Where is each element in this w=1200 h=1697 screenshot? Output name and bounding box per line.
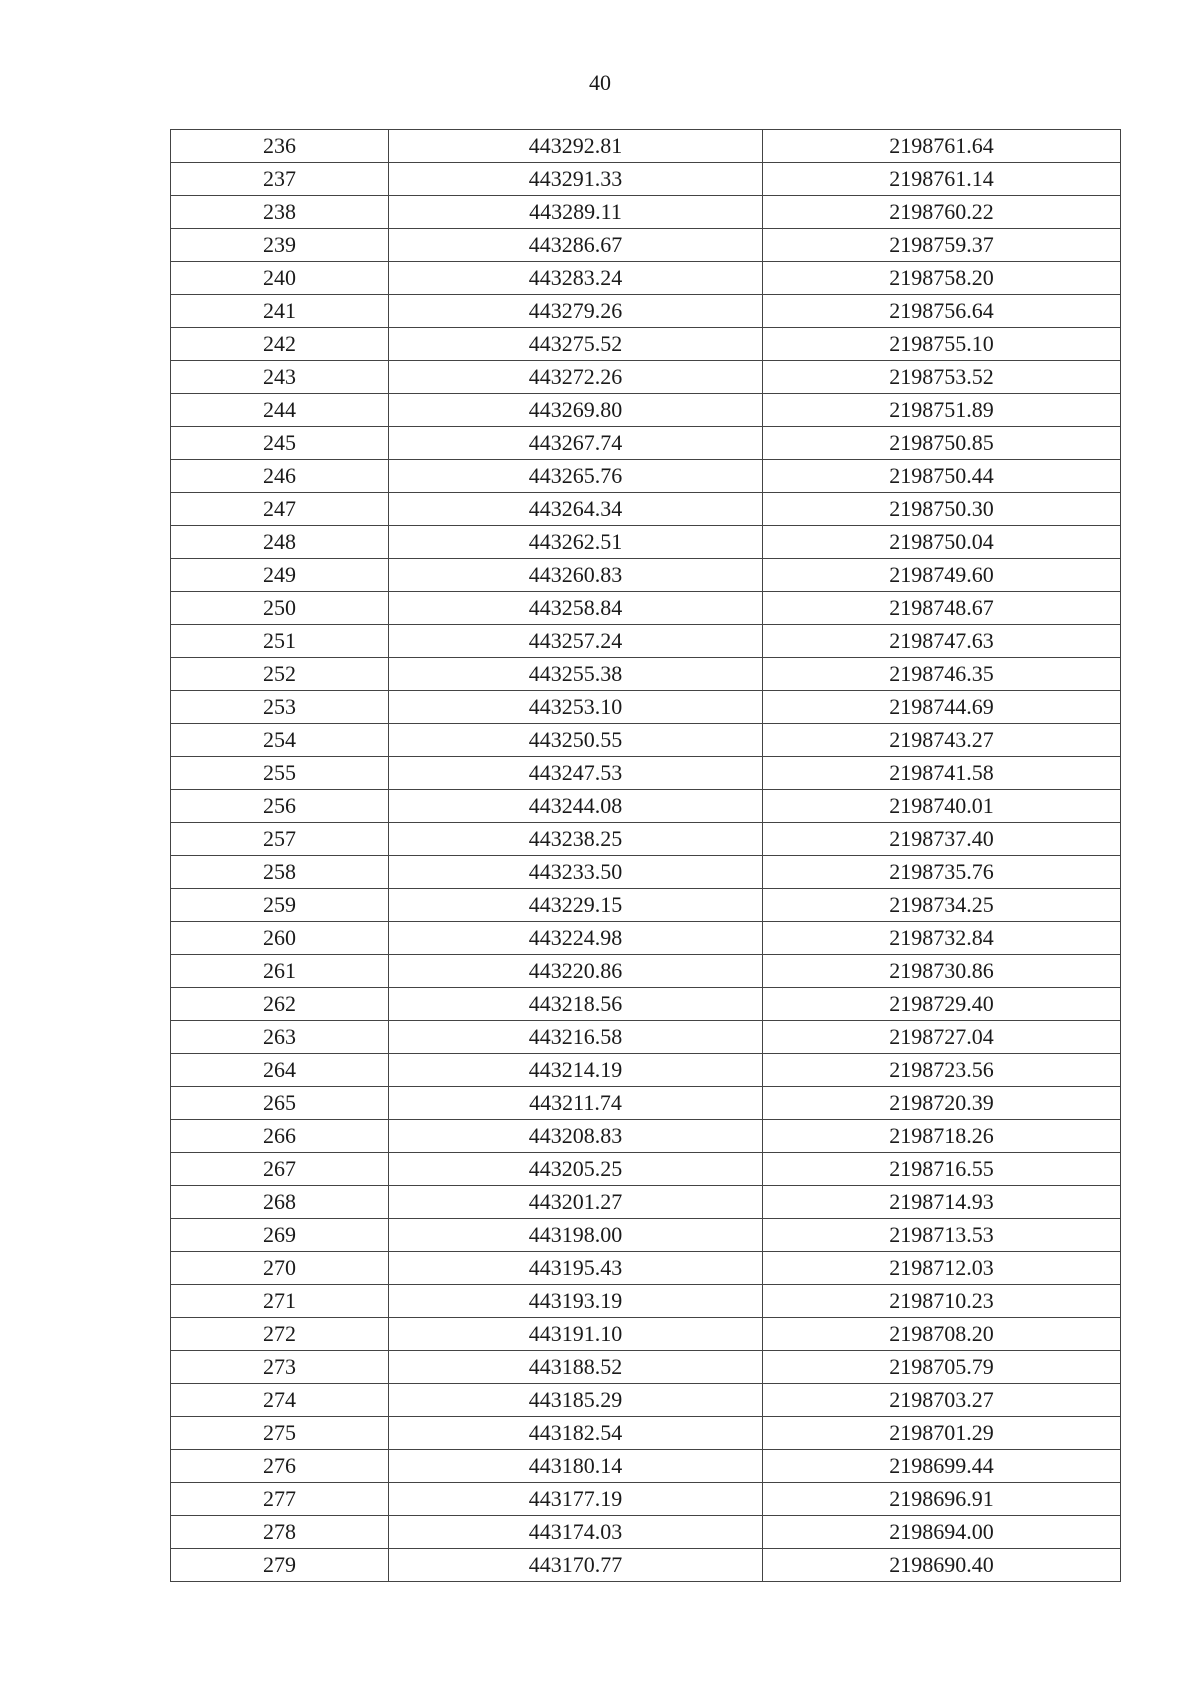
point-number-cell: 259 <box>171 889 389 922</box>
x-coordinate-cell: 443250.55 <box>389 724 763 757</box>
table-row <box>171 1021 1121 1054</box>
point-number-cell: 262 <box>171 988 389 1021</box>
point-number-cell: 245 <box>171 427 389 460</box>
coordinate-table-body <box>171 130 1121 1582</box>
x-coordinate-cell: 443264.34 <box>389 493 763 526</box>
x-coordinate-cell: 443267.74 <box>389 427 763 460</box>
x-coordinate-cell: 443275.52 <box>389 328 763 361</box>
table-row <box>171 889 1121 922</box>
y-coordinate-cell: 2198750.04 <box>763 526 1121 559</box>
point-number-cell: 252 <box>171 658 389 691</box>
y-coordinate-cell: 2198750.44 <box>763 460 1121 493</box>
x-coordinate-cell: 443291.33 <box>389 163 763 196</box>
x-coordinate-cell: 443260.83 <box>389 559 763 592</box>
x-coordinate-cell: 443255.38 <box>389 658 763 691</box>
point-number-cell: 279 <box>171 1549 389 1582</box>
table-row <box>171 328 1121 361</box>
x-coordinate-cell: 443233.50 <box>389 856 763 889</box>
point-number-cell: 237 <box>171 163 389 196</box>
x-coordinate-cell: 443265.76 <box>389 460 763 493</box>
table-row <box>171 229 1121 262</box>
x-coordinate-cell: 443211.74 <box>389 1087 763 1120</box>
point-number-cell: 250 <box>171 592 389 625</box>
point-number-cell: 242 <box>171 328 389 361</box>
x-coordinate-cell: 443258.84 <box>389 592 763 625</box>
x-coordinate-cell: 443272.26 <box>389 361 763 394</box>
y-coordinate-cell: 2198703.27 <box>763 1384 1121 1417</box>
table-row <box>171 130 1121 163</box>
x-coordinate-cell: 443238.25 <box>389 823 763 856</box>
y-coordinate-cell: 2198750.85 <box>763 427 1121 460</box>
y-coordinate-cell: 2198755.10 <box>763 328 1121 361</box>
x-coordinate-cell: 443180.14 <box>389 1450 763 1483</box>
y-coordinate-cell: 2198705.79 <box>763 1351 1121 1384</box>
y-coordinate-cell: 2198758.20 <box>763 262 1121 295</box>
point-number-cell: 278 <box>171 1516 389 1549</box>
y-coordinate-cell: 2198712.03 <box>763 1252 1121 1285</box>
y-coordinate-cell: 2198730.86 <box>763 955 1121 988</box>
y-coordinate-cell: 2198743.27 <box>763 724 1121 757</box>
point-number-cell: 240 <box>171 262 389 295</box>
point-number-cell: 247 <box>171 493 389 526</box>
y-coordinate-cell: 2198753.52 <box>763 361 1121 394</box>
table-row <box>171 427 1121 460</box>
table-row <box>171 724 1121 757</box>
table-row <box>171 757 1121 790</box>
point-number-cell: 273 <box>171 1351 389 1384</box>
x-coordinate-cell: 443216.58 <box>389 1021 763 1054</box>
x-coordinate-cell: 443247.53 <box>389 757 763 790</box>
table-row <box>171 592 1121 625</box>
table-row <box>171 790 1121 823</box>
coordinate-table <box>170 129 1121 1582</box>
x-coordinate-cell: 443174.03 <box>389 1516 763 1549</box>
page-number: 40 <box>589 70 611 95</box>
y-coordinate-cell: 2198737.40 <box>763 823 1121 856</box>
point-number-cell: 257 <box>171 823 389 856</box>
x-coordinate-cell: 443191.10 <box>389 1318 763 1351</box>
point-number-cell: 266 <box>171 1120 389 1153</box>
point-number-cell: 261 <box>171 955 389 988</box>
x-coordinate-cell: 443283.24 <box>389 262 763 295</box>
x-coordinate-cell: 443289.11 <box>389 196 763 229</box>
y-coordinate-cell: 2198701.29 <box>763 1417 1121 1450</box>
table-row <box>171 955 1121 988</box>
table-row <box>171 460 1121 493</box>
table-row <box>171 1120 1121 1153</box>
y-coordinate-cell: 2198708.20 <box>763 1318 1121 1351</box>
y-coordinate-cell: 2198713.53 <box>763 1219 1121 1252</box>
point-number-cell: 255 <box>171 757 389 790</box>
table-row <box>171 1549 1121 1582</box>
y-coordinate-cell: 2198718.26 <box>763 1120 1121 1153</box>
y-coordinate-cell: 2198741.58 <box>763 757 1121 790</box>
x-coordinate-cell: 443214.19 <box>389 1054 763 1087</box>
x-coordinate-cell: 443185.29 <box>389 1384 763 1417</box>
y-coordinate-cell: 2198710.23 <box>763 1285 1121 1318</box>
point-number-cell: 260 <box>171 922 389 955</box>
table-row <box>171 1516 1121 1549</box>
y-coordinate-cell: 2198699.44 <box>763 1450 1121 1483</box>
table-row <box>171 493 1121 526</box>
point-number-cell: 272 <box>171 1318 389 1351</box>
point-number-cell: 251 <box>171 625 389 658</box>
table-row <box>171 163 1121 196</box>
table-row <box>171 196 1121 229</box>
point-number-cell: 243 <box>171 361 389 394</box>
y-coordinate-cell: 2198732.84 <box>763 922 1121 955</box>
y-coordinate-cell: 2198746.35 <box>763 658 1121 691</box>
y-coordinate-cell: 2198734.25 <box>763 889 1121 922</box>
table-row <box>171 1285 1121 1318</box>
table-row <box>171 1252 1121 1285</box>
y-coordinate-cell: 2198735.76 <box>763 856 1121 889</box>
table-row <box>171 526 1121 559</box>
y-coordinate-cell: 2198729.40 <box>763 988 1121 1021</box>
point-number-cell: 239 <box>171 229 389 262</box>
y-coordinate-cell: 2198760.22 <box>763 196 1121 229</box>
x-coordinate-cell: 443188.52 <box>389 1351 763 1384</box>
point-number-cell: 248 <box>171 526 389 559</box>
y-coordinate-cell: 2198740.01 <box>763 790 1121 823</box>
table-row <box>171 1186 1121 1219</box>
x-coordinate-cell: 443286.67 <box>389 229 763 262</box>
y-coordinate-cell: 2198723.56 <box>763 1054 1121 1087</box>
x-coordinate-cell: 443224.98 <box>389 922 763 955</box>
x-coordinate-cell: 443208.83 <box>389 1120 763 1153</box>
table-row <box>171 1087 1121 1120</box>
y-coordinate-cell: 2198744.69 <box>763 691 1121 724</box>
y-coordinate-cell: 2198748.67 <box>763 592 1121 625</box>
x-coordinate-cell: 443244.08 <box>389 790 763 823</box>
y-coordinate-cell: 2198756.64 <box>763 295 1121 328</box>
point-number-cell: 249 <box>171 559 389 592</box>
y-coordinate-cell: 2198750.30 <box>763 493 1121 526</box>
y-coordinate-cell: 2198751.89 <box>763 394 1121 427</box>
point-number-cell: 269 <box>171 1219 389 1252</box>
table-row <box>171 1450 1121 1483</box>
table-row <box>171 1417 1121 1450</box>
x-coordinate-cell: 443201.27 <box>389 1186 763 1219</box>
table-row <box>171 295 1121 328</box>
y-coordinate-cell: 2198761.64 <box>763 130 1121 163</box>
point-number-cell: 264 <box>171 1054 389 1087</box>
point-number-cell: 263 <box>171 1021 389 1054</box>
point-number-cell: 268 <box>171 1186 389 1219</box>
table-row <box>171 625 1121 658</box>
table-row <box>171 394 1121 427</box>
table-row <box>171 1351 1121 1384</box>
y-coordinate-cell: 2198759.37 <box>763 229 1121 262</box>
x-coordinate-cell: 443170.77 <box>389 1549 763 1582</box>
table-row <box>171 1318 1121 1351</box>
table-row <box>171 1054 1121 1087</box>
x-coordinate-cell: 443279.26 <box>389 295 763 328</box>
table-row <box>171 1219 1121 1252</box>
point-number-cell: 253 <box>171 691 389 724</box>
x-coordinate-cell: 443269.80 <box>389 394 763 427</box>
x-coordinate-cell: 443292.81 <box>389 130 763 163</box>
x-coordinate-cell: 443262.51 <box>389 526 763 559</box>
x-coordinate-cell: 443218.56 <box>389 988 763 1021</box>
point-number-cell: 277 <box>171 1483 389 1516</box>
x-coordinate-cell: 443220.86 <box>389 955 763 988</box>
point-number-cell: 238 <box>171 196 389 229</box>
y-coordinate-cell: 2198696.91 <box>763 1483 1121 1516</box>
y-coordinate-cell: 2198720.39 <box>763 1087 1121 1120</box>
table-row <box>171 1384 1121 1417</box>
x-coordinate-cell: 443257.24 <box>389 625 763 658</box>
point-number-cell: 271 <box>171 1285 389 1318</box>
point-number-cell: 244 <box>171 394 389 427</box>
x-coordinate-cell: 443205.25 <box>389 1153 763 1186</box>
table-row <box>171 856 1121 889</box>
y-coordinate-cell: 2198727.04 <box>763 1021 1121 1054</box>
point-number-cell: 256 <box>171 790 389 823</box>
point-number-cell: 275 <box>171 1417 389 1450</box>
point-number-cell: 241 <box>171 295 389 328</box>
table-row <box>171 262 1121 295</box>
table-row <box>171 988 1121 1021</box>
point-number-cell: 270 <box>171 1252 389 1285</box>
x-coordinate-cell: 443182.54 <box>389 1417 763 1450</box>
point-number-cell: 274 <box>171 1384 389 1417</box>
y-coordinate-cell: 2198694.00 <box>763 1516 1121 1549</box>
table-row <box>171 361 1121 394</box>
table-row <box>171 823 1121 856</box>
point-number-cell: 276 <box>171 1450 389 1483</box>
y-coordinate-cell: 2198749.60 <box>763 559 1121 592</box>
table-row <box>171 1483 1121 1516</box>
point-number-cell: 258 <box>171 856 389 889</box>
table-row <box>171 691 1121 724</box>
point-number-cell: 265 <box>171 1087 389 1120</box>
table-row <box>171 658 1121 691</box>
point-number-cell: 236 <box>171 130 389 163</box>
x-coordinate-cell: 443193.19 <box>389 1285 763 1318</box>
table-row <box>171 922 1121 955</box>
x-coordinate-cell: 443195.43 <box>389 1252 763 1285</box>
y-coordinate-cell: 2198714.93 <box>763 1186 1121 1219</box>
y-coordinate-cell: 2198716.55 <box>763 1153 1121 1186</box>
x-coordinate-cell: 443253.10 <box>389 691 763 724</box>
point-number-cell: 246 <box>171 460 389 493</box>
table-row <box>171 559 1121 592</box>
y-coordinate-cell: 2198761.14 <box>763 163 1121 196</box>
x-coordinate-cell: 443229.15 <box>389 889 763 922</box>
table-row <box>171 1153 1121 1186</box>
x-coordinate-cell: 443198.00 <box>389 1219 763 1252</box>
point-number-cell: 267 <box>171 1153 389 1186</box>
point-number-cell: 254 <box>171 724 389 757</box>
y-coordinate-cell: 2198690.40 <box>763 1549 1121 1582</box>
x-coordinate-cell: 443177.19 <box>389 1483 763 1516</box>
y-coordinate-cell: 2198747.63 <box>763 625 1121 658</box>
